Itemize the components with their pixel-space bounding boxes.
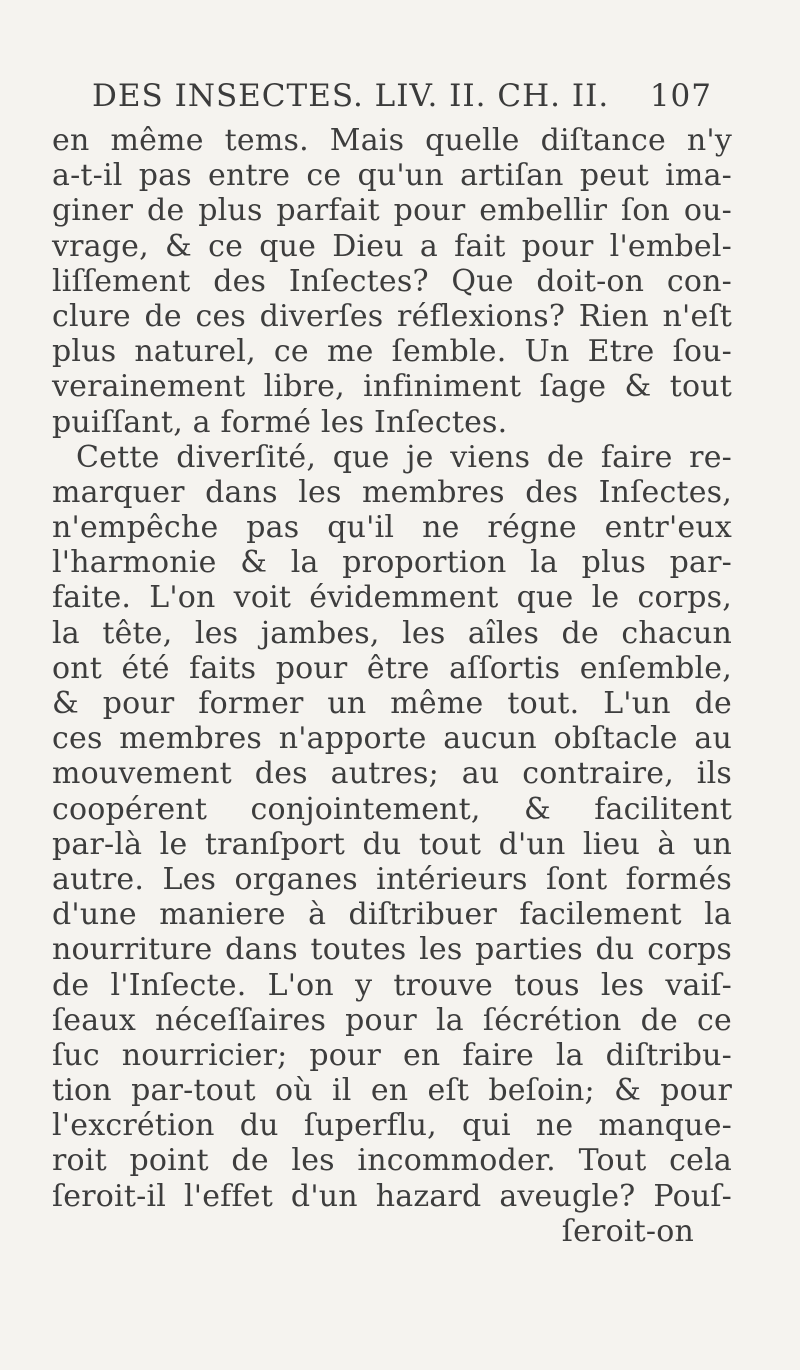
text-line: coopérent conjointement, & facilitent <box>52 791 732 827</box>
text-line: ont été faits pour être aſſortis enſemble, <box>52 650 732 686</box>
paragraph-start-line: Cette diverſité, que je viens de faire re- <box>76 439 732 475</box>
text-line: verainement libre, infiniment ſage & tout <box>52 369 732 405</box>
text-line: ſeaux néceſſaires pour la ſécrétion de ce <box>52 1002 732 1038</box>
text-line: l'harmonie & la proportion la plus par- <box>52 545 732 581</box>
text-line: liſſement des Inſectes? Que doit-on con- <box>52 263 732 299</box>
text-line: en même tems. Mais quelle diſtance n'y <box>52 123 732 158</box>
text-line: ces membres n'apporte aucun obſtacle au <box>52 721 732 757</box>
text-line: giner de plus parfait pour embellir ſon ou- <box>52 193 732 229</box>
text-line: marquer dans les membres des Inſectes, <box>52 474 732 510</box>
text-line: clure de ces diverſes réflexions? Rien n'eſt <box>52 298 732 334</box>
text-line: a-t-il pas entre ce qu'un artiſan peut ima- <box>52 158 732 194</box>
running-head <box>92 78 712 118</box>
text-line: roit point de les incommoder. Tout cela <box>52 1143 732 1179</box>
text-line: par-là le tranſport du tout d'un lieu à un <box>52 826 732 862</box>
page-number: 107 <box>649 78 712 114</box>
text-line: puiſſant, a formé les Inſectes. <box>52 404 508 440</box>
text-line: ſeroit-il l'effet d'un hazard aveugle? Pouſ- <box>52 1178 732 1214</box>
text-line: la tête, les jambes, les aîles de chacun <box>52 615 732 651</box>
text-line: vrage, & ce que Dieu a fait pour l'embel- <box>52 228 732 264</box>
text-line: faite. L'on voit évidemment que le corps, <box>52 580 732 616</box>
text-line: l'excrétion du ſuperflu, qui ne manque- <box>52 1108 732 1144</box>
text-line: ſuc nourricier; pour en faire la diſtribu- <box>52 1037 732 1073</box>
text-line: mouvement des autres; au contraire, ils <box>52 756 732 792</box>
text-line: n'empêche pas qu'il ne régne entr'eux <box>52 510 732 546</box>
body-text <box>52 123 732 1249</box>
text-line: d'une maniere à diſtribuer facilement la <box>52 897 732 933</box>
text-line: plus naturel, ce me ſemble. Un Etre ſou- <box>52 334 732 370</box>
text-line: nourriture dans toutes les parties du corps <box>52 932 732 968</box>
text-line: de l'Inſecte. L'on y trouve tous les vaiſ- <box>52 967 732 1003</box>
text-line: autre. Les organes intérieurs ſont formés <box>52 861 732 897</box>
running-title: DES INSECTES. LIV. II. CH. II. <box>92 78 610 114</box>
text-line: & pour former un même tout. L'un de <box>52 686 732 721</box>
catchword: ſeroit-on <box>561 1213 694 1249</box>
text-line: tion par-tout où il en eſt beſoin; & pour <box>52 1073 732 1109</box>
